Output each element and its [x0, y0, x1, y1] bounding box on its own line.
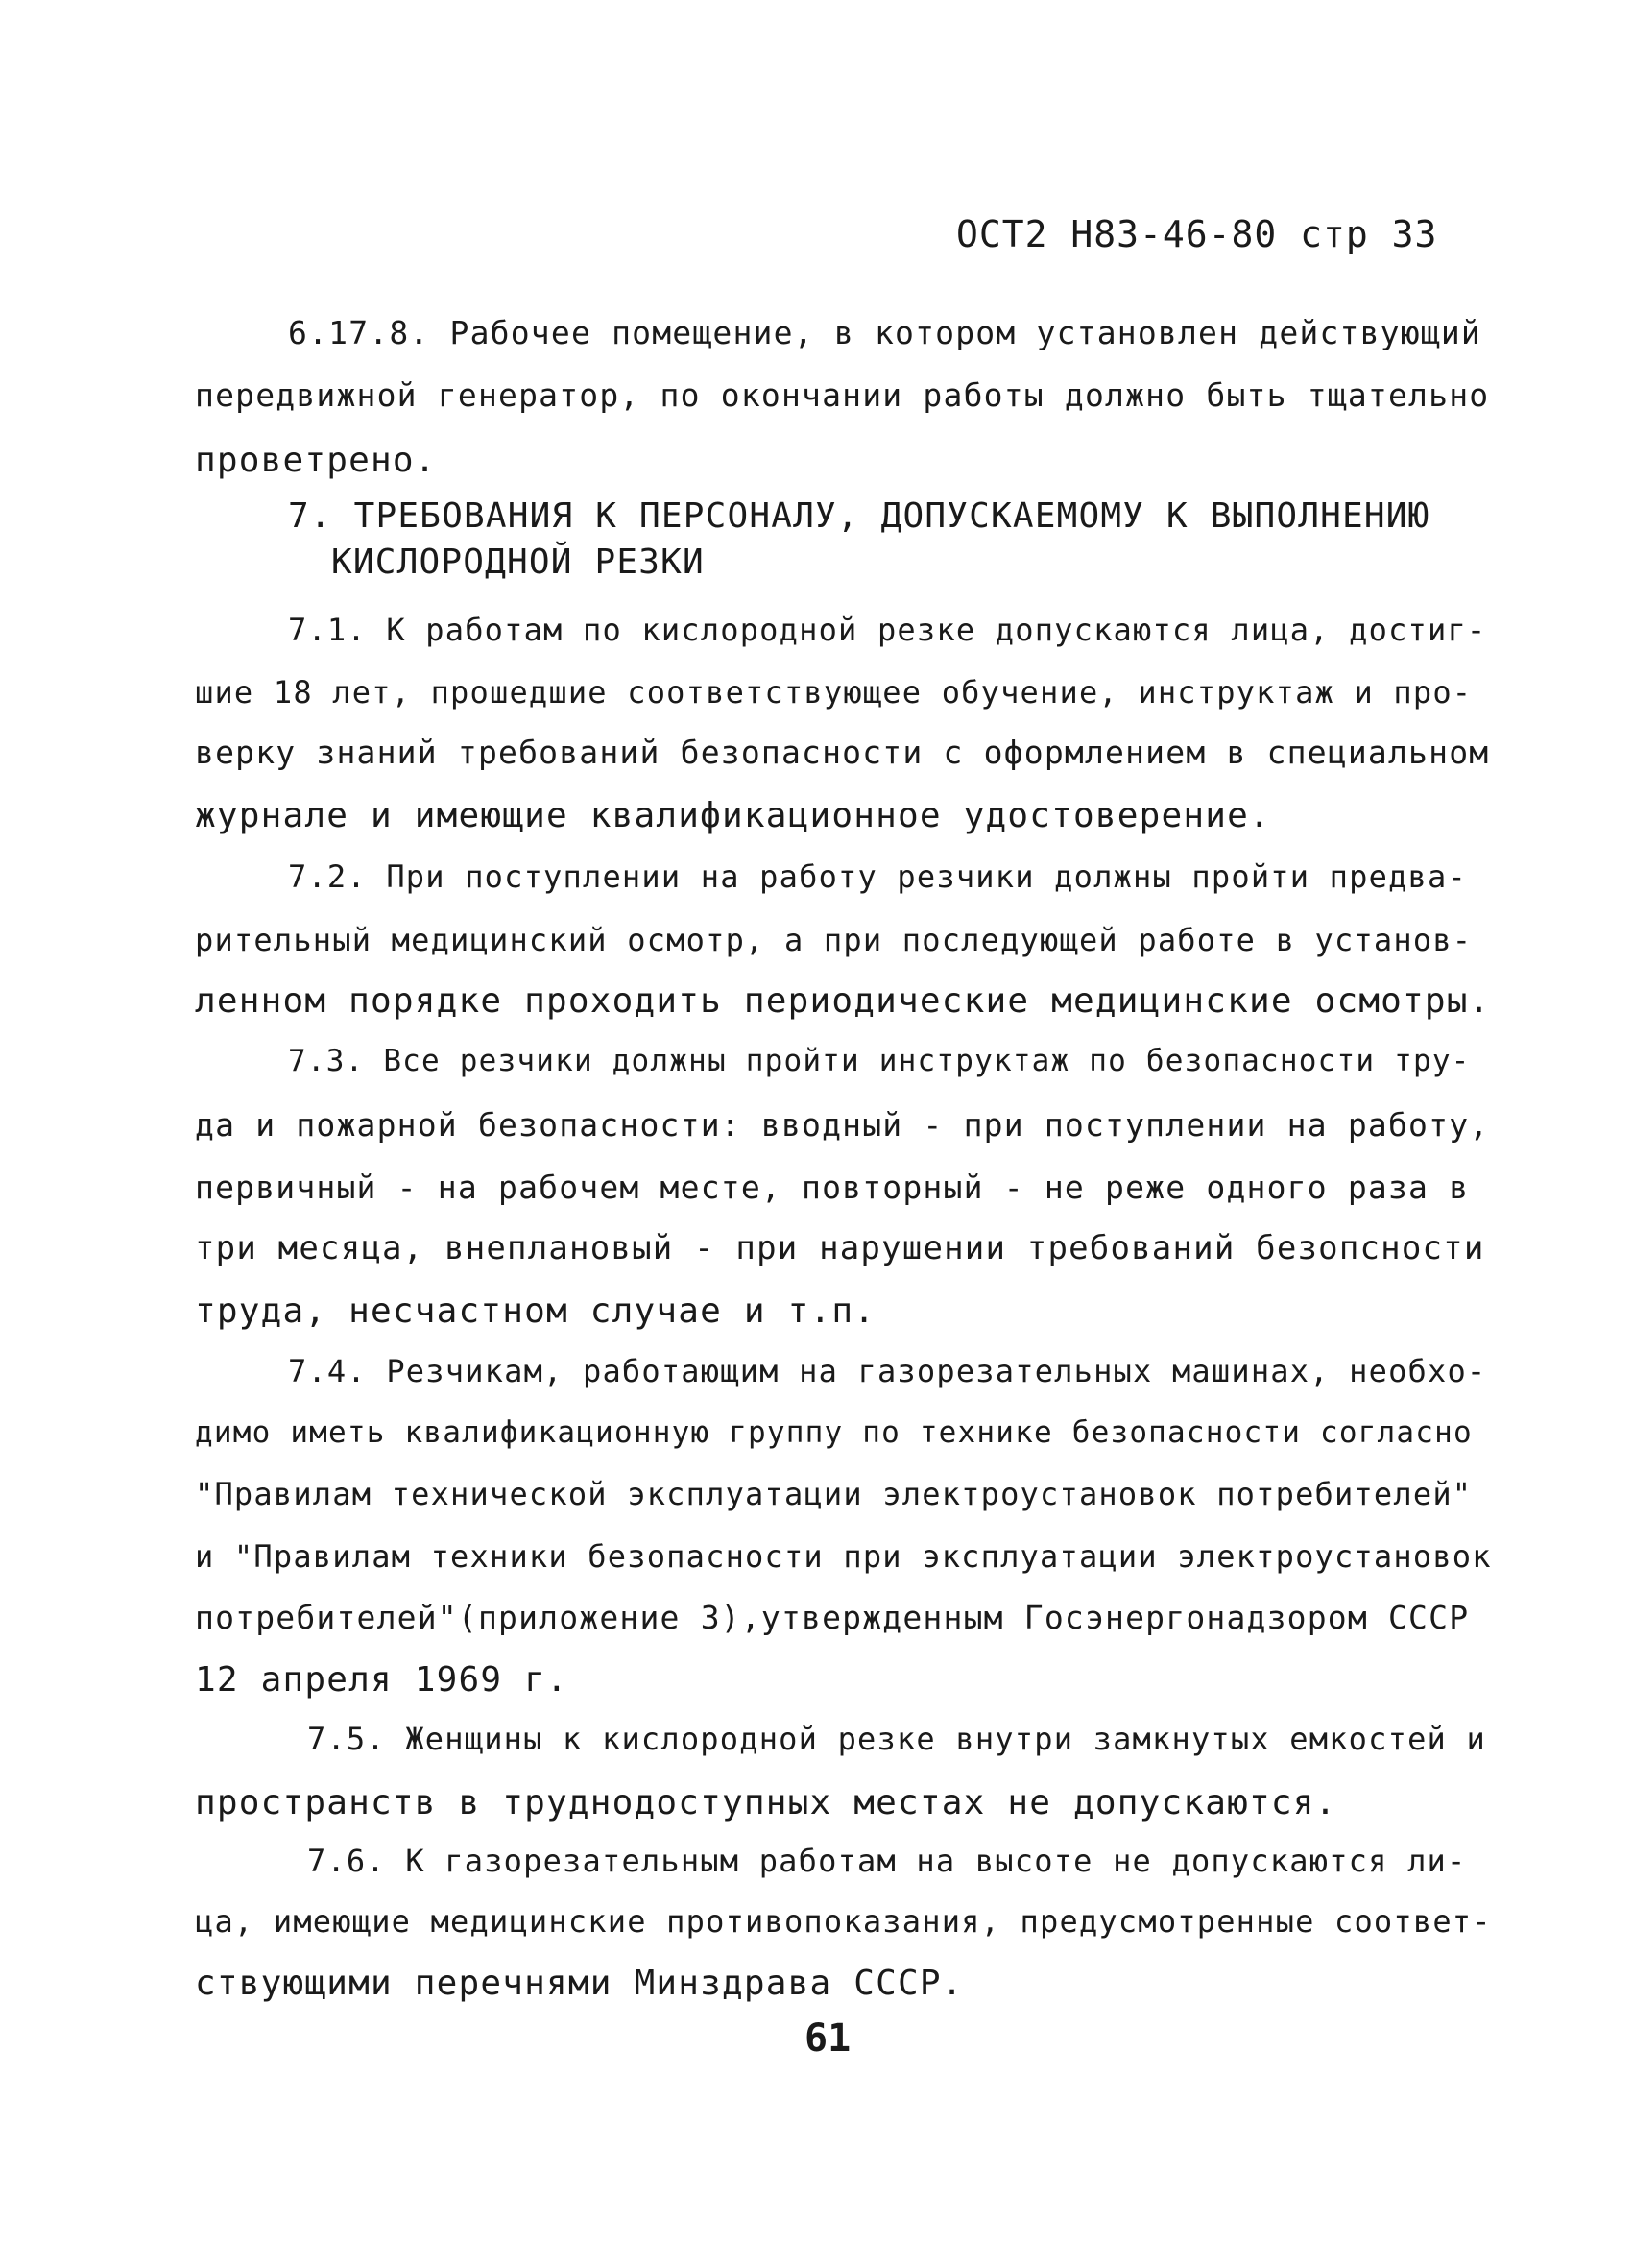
text-line: труда, несчастном случае и т.п. [195, 1291, 877, 1331]
document-reference-header: ОСТ2 Н83-46-80 стр 33 [956, 213, 1438, 255]
text-line: первичный - на рабочем месте, повторный - не реже одного раза в [195, 1169, 1470, 1206]
text-line: передвижной генератор, по окончании работы должно быть тщательно [195, 376, 1490, 414]
text-line: 12 апреля 1969 г. [195, 1660, 568, 1700]
text-line: ствующими перечнями Минздрава СССР. [195, 1964, 964, 2003]
page-number: 61 [804, 2016, 852, 2061]
text-line: 7.5. Женщины к кислородной резке внутри замкнутых емкостей и [307, 1721, 1486, 1757]
text-line: 7.3. Все резчики должны пройти инструктаж по безопасности тру- [288, 1044, 1471, 1078]
text-line: "Правилам технической эксплуатации электроустановок потребителей" [195, 1476, 1473, 1512]
text-line: димо иметь квалификационную группу по технике безопасности согласно [195, 1415, 1473, 1450]
text-line: потребителей"(приложение 3),утвержденным Госэнергонадзором СССР [195, 1599, 1470, 1636]
text-line: 7.6. К газорезательным работам на высоте не допускаются ли- [307, 1843, 1467, 1879]
text-line: верку знаний требований безопасности с оформлением в специальном [195, 734, 1490, 771]
text-line: 7.4. Резчикам, работающим на газорезательных машинах, необхо- [288, 1353, 1487, 1389]
text-line: 6.17.8. Рабочее помещение, в котором установлен действующий [288, 314, 1481, 351]
text-line: три месяца, внеплановый - при нарушении требований безопсности [195, 1229, 1485, 1267]
text-line: ца, имеющие медицинские противопоказания, предусмотренные соответ- [195, 1903, 1492, 1940]
text-line: пространств в труднодоступных местах не допускаются. [195, 1783, 1337, 1822]
text-line: 7.2. При поступлении на работу резчики должны пройти предва- [288, 858, 1467, 895]
text-line: проветрено. [195, 441, 437, 480]
text-line: шие 18 лет, прошедшие соответствующее обучение, инструктаж и про- [195, 674, 1473, 711]
text-line: рительный медицинский осмотр, а при последующей работе в установ- [195, 922, 1473, 958]
text-line: журнале и имеющие квалификационное удостоверение. [195, 796, 1271, 835]
text-line: и "Правилам техники безопасности при эксплуатации электроустановок [195, 1538, 1492, 1575]
text-line: 7.1. К работам по кислородной резке допускаются лица, достиг- [288, 612, 1487, 648]
section-heading: 7. ТРЕБОВАНИЯ К ПЕРСОНАЛУ, ДОПУСКАЕМОМУ К ВЫПОЛНЕНИЮ [288, 496, 1430, 536]
text-line: да и пожарной безопасности: вводный - при поступлении на работу, [195, 1106, 1490, 1144]
section-heading: КИСЛОРОДНОЙ РЕЗКИ [331, 543, 705, 582]
text-line: ленном порядке проходить периодические медицинские осмотры. [195, 981, 1491, 1021]
